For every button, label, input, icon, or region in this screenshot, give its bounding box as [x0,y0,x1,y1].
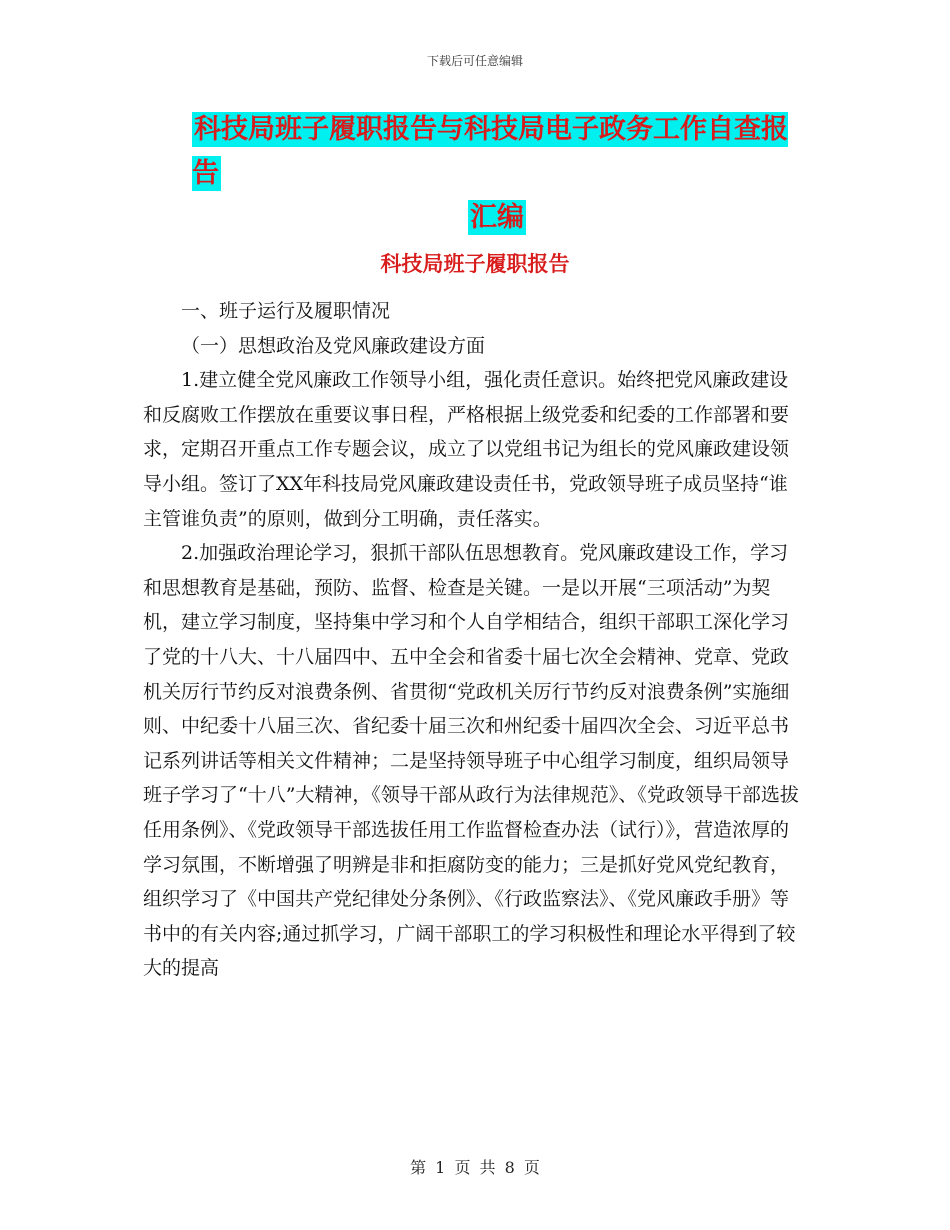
document-body [143,294,803,986]
section-title: 科技局班子履职报告 [380,251,570,276]
document-title-line1: 科技局班子履职报告与科技局电子政务工作自查报告 [192,114,788,189]
page-number: 第 1 页 共 8 页 [410,1158,540,1177]
header-note: 下载后可任意编辑 [426,54,523,68]
document-title-line2: 汇编 [470,202,524,233]
section-heading: 一、班子运行及履职情况 [181,300,391,322]
paragraph-2: 2.加强政治理论学习，狠抓干部队伍思想教育。党风廉政建设工作，学习和思想教育是基础，预防、监督、检查是关键。一是以开展“三项活动”为契机，建立学习制度，坚持集中学习和个人自学相结合，组织干部职工深化学习了党的十八大、十八届四中、五中全会和省委十届七次全会精神、党章、党政机关厉行节约反对浪费条例、省贯彻“党政机关厉行节约反对浪费条例”实施细则、中纪委十八届三次、省纪委十届三次和州纪委十届四次全会、习近平总书记系列讲话等相关文件精神；二是坚持领导班子中心组学习制度，组织局领导班子学习了“十八”大精神，《领导干部从政行为法律规范》、《党政领导干部选拔任用条例》、《党政领导干部选拔任用工作监督检查办法（试行）》，营造浓厚的学习氛围，不断增强了明辨是非和拒腐防变的能力；三是抓好党风党纪教育，组织学习了《中国共产党纪律处分条例》、《行政监察法》、《党风廉政手册》等书中的有关内容;通过抓学习，广阔干部职工的学习积极性和理论水平得到了较大的提高 [143,542,799,980]
paragraph-1: 1.建立健全党风廉政工作领导小组，强化责任意识。始终把党风廉政建设和反腐败工作摆放在重要议事日程，严格根据上级党委和纪委的工作部署和要求，定期召开重点工作专题会议，成立了以党组书记为组长的党风廉政建设领导小组。签订了XX年科技局党风廉政建设责任书，党政领导班子成员坚持“谁主管谁负责”的原则，做到分工明确，责任落实。 [143,369,790,530]
subsection-heading: （一）思想政治及党风廉政建设方面 [181,334,486,357]
document-title [192,108,812,240]
